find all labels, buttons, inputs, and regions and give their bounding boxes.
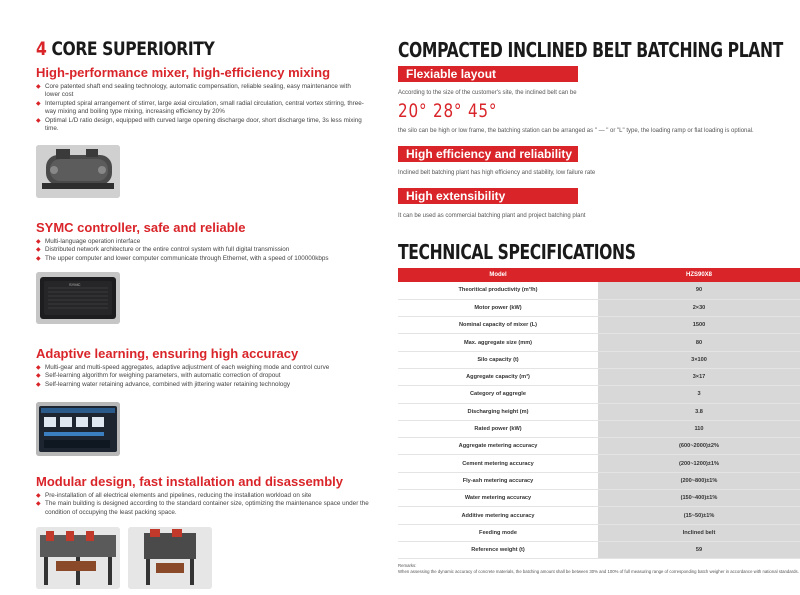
section-controller <box>36 220 376 263</box>
remarks-text: When assessing the dynamic accuracy of concrete materials, the batching amount shall be between 30% and 100% of full measuring range of corresponding batch weigher in accordance with national standards. <box>398 568 799 574</box>
bullet-item: ◆ Distributed network architecture or the entire control system with full digital transmission <box>36 246 376 254</box>
spec-title: TECHNICAL SPECIFICATIONS <box>398 240 636 264</box>
spec-label: Aggregate capacity (m³) <box>398 368 598 385</box>
bullet-item: ◆ Optimal L/D ratio design, equipped with curved large opening discharge door, short discharge time, 3s less mixing time. <box>36 117 366 134</box>
controller-brand: SYMC <box>69 282 81 287</box>
spec-value: Inclined belt <box>598 524 800 541</box>
spec-table-body <box>398 282 800 559</box>
section-adaptive <box>36 346 376 389</box>
spec-label: Rated power (kW) <box>398 420 598 437</box>
extensibility-desc: It can be used as commercial batching plant and project batching plant <box>398 213 586 219</box>
spec-row <box>398 403 800 420</box>
bullet-item: ◆ Multi-language operation interface <box>36 238 376 246</box>
spec-row <box>398 438 800 455</box>
core-title-text: CORE SUPERIORITY <box>51 38 215 60</box>
bullet-item: ◆ Pre-installation of all electrical elements and pipelines, reducing the installation workload on site <box>36 492 376 500</box>
section-heading: High-performance mixer, high-efficiency mixing <box>36 65 331 80</box>
spec-label: Fly-ash metering accuracy <box>398 472 598 489</box>
efficiency-desc: Inclined belt batching plant has high efficiency and stability, low failure rate <box>398 170 596 176</box>
efficiency-label: High efficiency and reliability <box>398 146 578 162</box>
spec-label: Additive metering accuracy <box>398 507 598 524</box>
spec-label: Reference weight (t) <box>398 541 598 558</box>
spec-label: Discharging height (m) <box>398 403 598 420</box>
mixer-image <box>36 145 120 198</box>
spec-row <box>398 420 800 437</box>
remarks <box>398 563 800 574</box>
spec-row <box>398 507 800 524</box>
flexible-layout-label: Flexiable layout <box>398 66 578 82</box>
section-modular <box>36 474 376 517</box>
spec-value: 3.8 <box>598 403 800 420</box>
bullet-item: ◆ The main building is designed according to the standard container size, optimizing the maintenance space under the condition of occupying the least packing space. <box>36 500 376 517</box>
spec-label: Water metering accuracy <box>398 490 598 507</box>
section-heading: SYMC controller, safe and reliable <box>36 220 246 235</box>
spec-row <box>398 541 800 558</box>
spec-label: Motor power (kW) <box>398 299 598 316</box>
spec-row <box>398 368 800 385</box>
spec-row <box>398 472 800 489</box>
spec-row <box>398 386 800 403</box>
model-header: Model <box>398 268 598 282</box>
spec-value: (600~2000)±2% <box>598 438 800 455</box>
flexible-layout-intro: According to the size of the customer's site, the inclined belt can be <box>398 90 577 96</box>
bullet-item: ◆ Self-learning algorithm for weighing parameters, with automatic correction of dropout <box>36 372 376 380</box>
spec-table-header <box>398 268 800 282</box>
spec-row <box>398 351 800 368</box>
spec-row <box>398 334 800 351</box>
spec-value: 80 <box>598 334 800 351</box>
spec-row <box>398 282 800 299</box>
flexible-layout-desc: the silo can be high or low frame, the batching station can be arranged as " — " or "L" type, the loading ramp or flat loading is optional. <box>398 128 754 134</box>
section-mixer <box>36 65 366 133</box>
plant-column <box>398 38 800 62</box>
extensibility-label: High extensibility <box>398 188 578 204</box>
plant-image-2 <box>128 527 212 589</box>
spec-label: Cement metering accuracy <box>398 455 598 472</box>
spec-value: (150~400)±1% <box>598 490 800 507</box>
section-heading: Modular design, fast installation and disassembly <box>36 474 344 489</box>
incline-angles: 20° 28° 45° <box>398 100 498 122</box>
spec-value: 3×100 <box>598 351 800 368</box>
spec-label: Nominal capacity of mixer (L) <box>398 317 598 334</box>
spec-row <box>398 299 800 316</box>
core-superiority-title <box>36 38 307 60</box>
plant-image-1 <box>36 527 120 589</box>
spec-table <box>398 268 800 559</box>
spec-label: Feeding mode <box>398 524 598 541</box>
bullet-list <box>36 83 366 133</box>
bullet-item: ◆ Core patented shaft end sealing technology, automatic compensation, reliable sealing, easy maintenance with lower cost <box>36 83 366 100</box>
spec-label: Max. aggregate size (mm) <box>398 334 598 351</box>
spec-row <box>398 524 800 541</box>
section-heading: Adaptive learning, ensuring high accuracy <box>36 346 299 361</box>
software-screen-image <box>36 402 120 456</box>
core-superiority-column <box>36 38 366 133</box>
core-number: 4 <box>36 38 47 60</box>
spec-value: (200~1200)±1% <box>598 455 800 472</box>
spec-label: Theoritical productivity (m³/h) <box>398 282 598 299</box>
spec-row <box>398 490 800 507</box>
bullet-item: ◆ Self-learning water retaining advance, combined with jittering water retaining technology <box>36 381 376 389</box>
spec-table-wrapper <box>398 268 800 574</box>
plant-title: COMPACTED INCLINED BELT BATCHING PLANT <box>398 38 783 62</box>
bullet-list <box>36 492 376 517</box>
spec-value: 59 <box>598 541 800 558</box>
spec-value: (200~800)±1% <box>598 472 800 489</box>
spec-label: Silo capacity (t) <box>398 351 598 368</box>
spec-row <box>398 455 800 472</box>
spec-value: 3 <box>598 386 800 403</box>
bullet-item: ◆ Interrupted spiral arrangement of stirrer, large axial circulation, small radial circulation, central vortex stirring, three-way mixing and boiling type mixing, increasing efficiency by 20% <box>36 100 366 117</box>
spec-value: 2×30 <box>598 299 800 316</box>
spec-value: (15~50)±1% <box>598 507 800 524</box>
spec-value: 1500 <box>598 317 800 334</box>
spec-value: 110 <box>598 420 800 437</box>
model-value-header: HZS90X8 <box>598 268 800 282</box>
spec-value: 90 <box>598 282 800 299</box>
bullet-list <box>36 364 376 389</box>
bullet-list <box>36 238 376 263</box>
bullet-item: ◆ The upper computer and lower computer communicate through Ethernet, with a speed of 100000kbps <box>36 255 376 263</box>
spec-label: Category of aggregle <box>398 386 598 403</box>
controller-image <box>36 272 120 324</box>
remarks-label: Remarks: <box>398 563 417 569</box>
spec-label: Aggregate metering accuracy <box>398 438 598 455</box>
bullet-item: ◆ Multi-gear and multi-speed aggregates, adaptive adjustment of each weighing mode and control curve <box>36 364 376 372</box>
spec-value: 3×17 <box>598 368 800 385</box>
spec-row <box>398 317 800 334</box>
